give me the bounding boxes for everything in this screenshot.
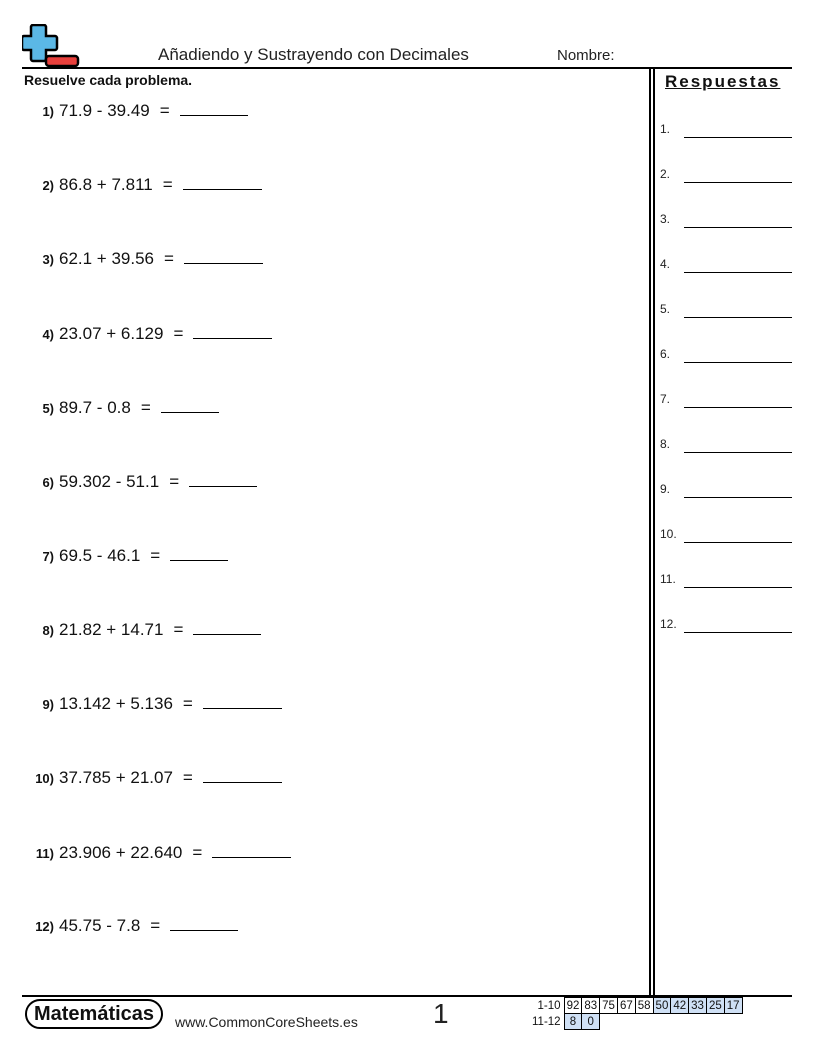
score-row	[530, 1014, 742, 1030]
problem-row	[24, 101, 248, 125]
problem-number: 1)	[42, 104, 54, 119]
answer-number: 11.	[660, 572, 676, 586]
answer-blank[interactable]	[170, 916, 238, 931]
answer-number: 12.	[660, 617, 677, 631]
score-cell: 42	[671, 998, 689, 1014]
answer-line[interactable]	[660, 572, 792, 590]
problem-row	[24, 694, 282, 718]
problem-expression: 23.07 + 6.129	[59, 324, 164, 343]
problem-row	[24, 916, 238, 940]
equals-sign: =	[169, 472, 180, 491]
website-link[interactable]: www.CommonCoreSheets.es	[175, 1014, 358, 1030]
score-cell: 50	[653, 998, 671, 1014]
answers-heading: Respuestas	[665, 72, 781, 91]
equals-sign: =	[164, 249, 174, 268]
problem-number: 10)	[35, 771, 54, 786]
problem-expression: 89.7 - 0.8	[59, 398, 131, 417]
problem-row	[24, 175, 262, 199]
score-cell: 0	[582, 1014, 600, 1030]
equals-sign: =	[173, 620, 184, 639]
problem-row	[24, 843, 291, 867]
answer-blank[interactable]	[203, 694, 282, 709]
answer-number: 4.	[660, 257, 671, 271]
score-cell: 58	[635, 998, 653, 1014]
score-cell: 67	[617, 998, 635, 1014]
plus-minus-logo-icon	[22, 24, 80, 68]
score-table	[530, 997, 743, 1030]
answer-line[interactable]	[660, 482, 792, 500]
score-cell: 33	[689, 998, 707, 1014]
answer-number: 3.	[660, 212, 671, 226]
answer-blank[interactable]	[161, 398, 219, 413]
answer-line[interactable]	[660, 257, 792, 275]
problem-number: 9)	[42, 697, 54, 712]
name-label: Nombre:	[557, 47, 615, 64]
problem-expression: 71.9 - 39.49	[59, 101, 150, 120]
answer-blank[interactable]	[170, 546, 228, 561]
problem-expression: 62.1 + 39.56	[59, 249, 155, 268]
problem-expression: 21.82 + 14.71	[59, 620, 164, 639]
answer-line[interactable]	[660, 167, 792, 185]
problem-number: 2)	[42, 178, 54, 193]
equals-sign: =	[150, 916, 161, 935]
answer-number: 1.	[660, 122, 671, 136]
equals-sign: =	[182, 694, 193, 713]
answer-blank[interactable]	[184, 249, 263, 264]
score-cell: 83	[582, 998, 600, 1014]
score-cell: 25	[706, 998, 724, 1014]
equals-sign: =	[162, 175, 173, 194]
answer-line[interactable]	[660, 437, 792, 455]
problem-row	[24, 768, 282, 792]
instructions: Resuelve cada problema.	[24, 72, 193, 88]
answer-blank[interactable]	[180, 101, 248, 116]
score-row	[530, 998, 742, 1014]
problem-number: 7)	[42, 549, 54, 564]
answer-number: 10.	[660, 527, 677, 541]
problem-row	[24, 472, 257, 496]
page-number: 1	[433, 998, 449, 1029]
answer-line[interactable]	[660, 392, 792, 410]
brand-badge: Matemáticas	[25, 999, 163, 1029]
answer-number: 8.	[660, 437, 671, 451]
problem-expression: 45.75 - 7.8	[59, 916, 141, 935]
score-cell: 17	[724, 998, 742, 1014]
problem-row	[24, 620, 261, 644]
equals-sign: =	[182, 768, 193, 787]
problem-number: 5)	[42, 401, 54, 416]
answer-number: 5.	[660, 302, 671, 316]
problem-number: 8)	[42, 623, 54, 638]
answer-number: 7.	[660, 392, 671, 406]
answer-blank[interactable]	[193, 620, 261, 635]
column-divider-right	[653, 68, 655, 996]
problem-number: 3)	[42, 252, 54, 267]
answer-line[interactable]	[660, 617, 792, 635]
score-cell: 92	[564, 998, 582, 1014]
score-cell: 8	[564, 1014, 582, 1030]
problem-number: 11)	[35, 846, 54, 861]
answer-blank[interactable]	[183, 175, 262, 190]
problem-number: 6)	[42, 475, 54, 490]
answer-blank[interactable]	[203, 768, 282, 783]
score-range-label: 11-12	[532, 1015, 561, 1028]
header-divider	[22, 67, 792, 69]
answer-number: 6.	[660, 347, 671, 361]
score-cell: 75	[600, 998, 618, 1014]
equals-sign: =	[173, 324, 184, 343]
answer-blank[interactable]	[193, 324, 272, 339]
problem-expression: 37.785 + 21.07	[59, 768, 173, 787]
problem-row	[24, 546, 228, 570]
equals-sign: =	[159, 101, 170, 120]
problem-row	[24, 398, 219, 422]
problem-number: 4)	[42, 327, 54, 342]
problem-expression: 59.302 - 51.1	[59, 472, 160, 491]
answer-number: 2.	[660, 167, 671, 181]
worksheet-title: Añadiendo y Sustrayendo con Decimales	[158, 45, 469, 64]
answer-blank[interactable]	[212, 843, 291, 858]
problem-row	[24, 324, 272, 348]
column-divider-left	[649, 68, 651, 996]
score-range-label: 1-10	[537, 999, 561, 1012]
answer-line[interactable]	[660, 212, 792, 230]
answer-line[interactable]	[660, 122, 792, 140]
problem-number: 12)	[35, 919, 54, 934]
answer-line[interactable]	[660, 347, 792, 365]
problem-expression: 13.142 + 5.136	[59, 694, 173, 713]
equals-sign: =	[140, 398, 151, 417]
answer-blank[interactable]	[189, 472, 257, 487]
problem-expression: 23.906 + 22.640	[59, 843, 183, 862]
problem-expression: 69.5 - 46.1	[59, 546, 141, 565]
answer-line[interactable]	[660, 527, 792, 545]
answer-line[interactable]	[660, 302, 792, 320]
problem-row	[24, 249, 263, 273]
problem-expression: 86.8 + 7.811	[59, 175, 153, 194]
equals-sign: =	[192, 843, 203, 862]
equals-sign: =	[150, 546, 161, 565]
answer-number: 9.	[660, 482, 671, 496]
